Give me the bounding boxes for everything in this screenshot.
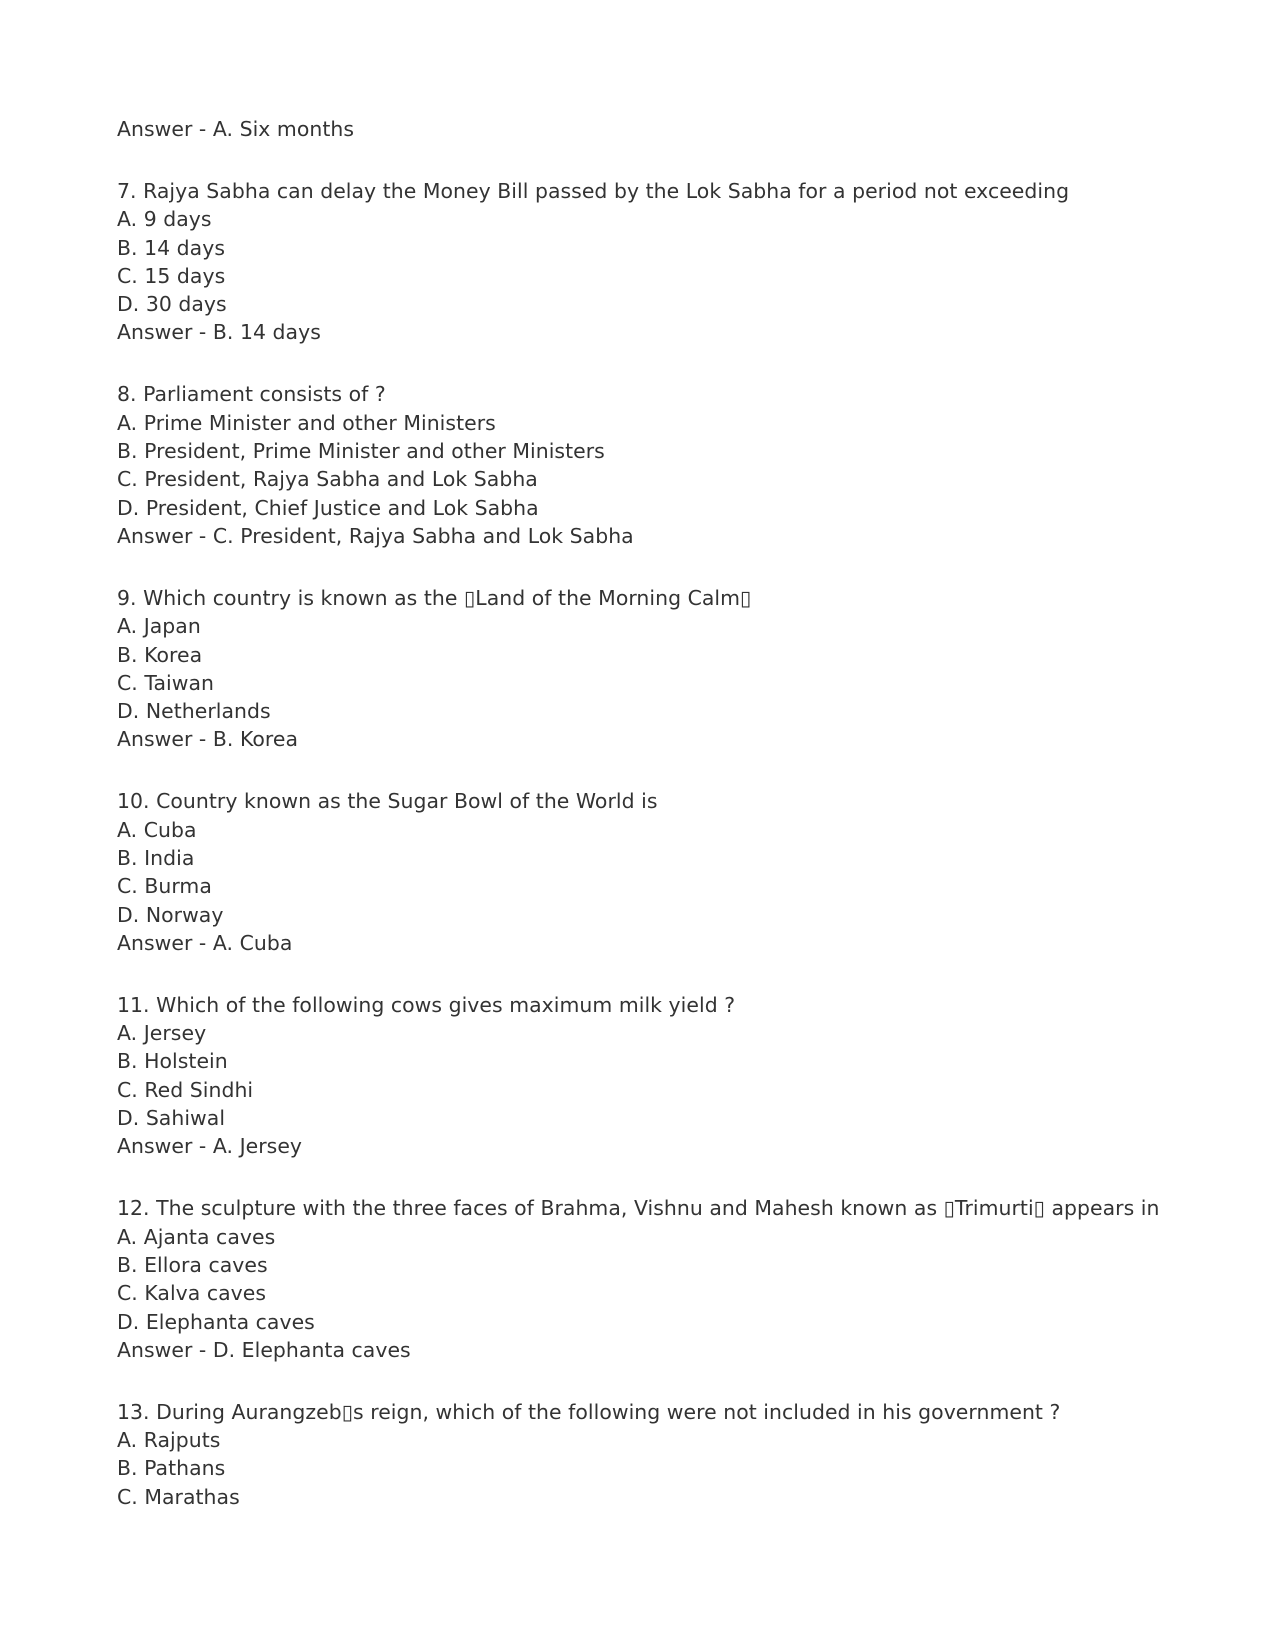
- answer-line: Answer - B. 14 days: [117, 320, 321, 345]
- option-b: B. Pathans: [117, 1456, 226, 1481]
- option-b: B. Holstein: [117, 1049, 228, 1074]
- previous-answer-block: [117, 115, 1217, 143]
- option-b: B. President, Prime Minister and other Ministers: [117, 439, 605, 464]
- option-a: A. Ajanta caves: [117, 1224, 276, 1249]
- question-block-10: [117, 787, 1217, 957]
- answer-line: Answer - A. Jersey: [117, 1134, 303, 1159]
- option-c: C. Kalva caves: [117, 1281, 267, 1306]
- option-d: D. Elephanta caves: [117, 1309, 315, 1334]
- question-block-11: [117, 991, 1217, 1161]
- option-c: C. President, Rajya Sabha and Lok Sabha: [117, 467, 538, 492]
- question-text: 8. Parliament consists of ?: [117, 382, 386, 407]
- answer-line: Answer - A. Six months: [117, 117, 355, 141]
- option-a: A. Prime Minister and other Ministers: [117, 410, 496, 435]
- option-c: C. 15 days: [117, 263, 226, 288]
- option-c: C. Taiwan: [117, 670, 214, 695]
- option-b: B. 14 days: [117, 235, 226, 260]
- answer-line: Answer - B. Korea: [117, 727, 299, 752]
- answer-line: Answer - A. Cuba: [117, 930, 293, 955]
- option-d: D. Netherlands: [117, 699, 271, 724]
- option-a: A. Cuba: [117, 817, 197, 842]
- option-a: A. 9 days: [117, 207, 212, 232]
- option-c: C. Burma: [117, 874, 212, 899]
- option-d: D. Norway: [117, 902, 224, 927]
- question-text: 11. Which of the following cows gives maximum milk yield ?: [117, 992, 736, 1017]
- question-block-9: [117, 584, 1217, 754]
- option-b: B. Korea: [117, 642, 203, 667]
- question-text: 7. Rajya Sabha can delay the Money Bill passed by the Lok Sabha for a period not exceeding: [117, 178, 1070, 203]
- option-d: D. 30 days: [117, 292, 227, 317]
- answer-line: Answer - C. President, Rajya Sabha and Lok Sabha: [117, 523, 634, 548]
- question-block-12: [117, 1194, 1217, 1364]
- document-page: [117, 115, 1217, 1511]
- option-a: A. Japan: [117, 614, 201, 639]
- option-b: B. India: [117, 845, 195, 870]
- question-text: 13. During Aurangzeb▯s reign, which of the following were not included in his government ?: [117, 1399, 1061, 1424]
- question-text: 12. The sculpture with the three faces of Brahma, Vishnu and Mahesh known as ▯Trimurti▯ appears in: [117, 1196, 1160, 1221]
- question-block-7: [117, 177, 1217, 347]
- option-c: C. Marathas: [117, 1484, 240, 1509]
- question-block-8: [117, 380, 1217, 550]
- question-text: 9. Which country is known as the ▯​Land of the Morning Calm▯: [117, 585, 752, 610]
- question-block-13: [117, 1398, 1217, 1511]
- option-c: C. Red Sindhi: [117, 1077, 254, 1102]
- option-a: A. Jersey: [117, 1021, 207, 1046]
- option-a: A. Rajputs: [117, 1428, 221, 1453]
- question-text: 10. Country known as the Sugar Bowl of the World is: [117, 789, 658, 814]
- option-d: D. Sahiwal: [117, 1106, 226, 1131]
- answer-line: Answer - D. Elephanta caves: [117, 1337, 411, 1362]
- option-b: B. Ellora caves: [117, 1252, 268, 1277]
- option-d: D. President, Chief Justice and Lok Sabha: [117, 495, 539, 520]
